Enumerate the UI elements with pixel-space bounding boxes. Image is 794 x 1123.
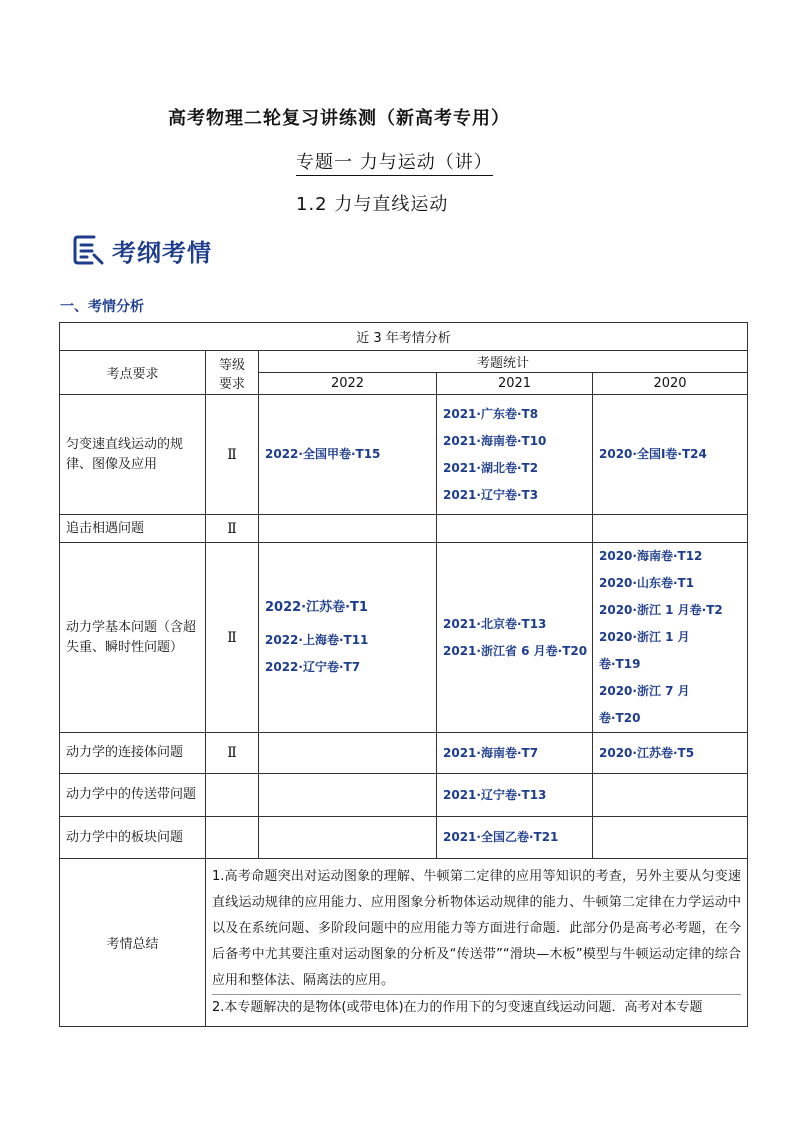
grade-cell — [206, 774, 259, 817]
exam-ref: 2022·江苏卷·T1 — [265, 600, 368, 615]
exam-ref: 2020·山东卷·T1 — [599, 576, 695, 590]
exam-ref: 2020·浙江 1 月 — [599, 630, 690, 644]
table-row — [60, 817, 748, 859]
grade-cell: Ⅱ — [206, 515, 259, 543]
topic-cell: 动力学中的传送带问题 — [60, 774, 206, 817]
exam-ref: 2021·浙江省 6 月卷·T20 — [443, 643, 588, 658]
header-point: 考点要求 — [60, 351, 206, 395]
refs-2020 — [593, 817, 748, 859]
refs-2021 — [437, 395, 593, 515]
topic-title: 专题一 力与运动（讲） — [296, 148, 493, 176]
exam-analysis-table — [59, 322, 748, 1027]
grade-cell: Ⅱ — [206, 395, 259, 515]
table-row — [60, 774, 748, 817]
header-stats: 考题统计 — [259, 351, 748, 373]
exam-ref: 2021·辽宁卷·T13 — [443, 787, 547, 802]
exam-ref: 2022·上海卷·T11 — [265, 633, 369, 647]
table-row — [60, 395, 748, 515]
refs-2022 — [259, 515, 437, 543]
summary-text — [206, 859, 748, 1027]
refs-2022 — [259, 733, 437, 774]
exam-ref: 卷·T20 — [599, 711, 641, 725]
banner-title: 考纲考情 — [112, 238, 212, 267]
exam-ref: 2021·广东卷·T8 — [443, 406, 539, 421]
syllabus-banner — [72, 232, 212, 268]
document-title: 高考物理二轮复习讲练测（新高考专用） — [168, 108, 510, 129]
summary-row — [60, 859, 748, 1027]
topic-cell: 追击相遇问题 — [60, 515, 206, 543]
table-row — [60, 515, 748, 543]
exam-ref: 2021·辽宁卷·T3 — [443, 487, 539, 502]
section-title: 1.2 力与直线运动 — [296, 194, 449, 215]
exam-ref: 2021·海南卷·T7 — [443, 745, 539, 760]
exam-ref: 2020·浙江 1 月卷·T2 — [599, 603, 723, 617]
section-heading: 一、考情分析 — [60, 299, 144, 315]
refs-2020 — [593, 543, 748, 733]
refs-2022 — [259, 817, 437, 859]
exam-ref: 2022·全国甲卷·T15 — [265, 447, 381, 461]
topic-cell: 动力学基本问题（含超失重、瞬时性问题） — [60, 543, 206, 733]
exam-ref: 卷·T19 — [599, 657, 641, 671]
exam-ref: 2022·辽宁卷·T7 — [265, 660, 361, 674]
exam-ref: 2021·全国乙卷·T21 — [443, 830, 559, 844]
topic-cell: 动力学的连接体问题 — [60, 733, 206, 774]
refs-2022 — [259, 543, 437, 733]
table-caption: 近 3 年考情分析 — [60, 323, 748, 351]
refs-2020 — [593, 774, 748, 817]
refs-2021 — [437, 515, 593, 543]
exam-ref: 2020·江苏卷·T5 — [599, 745, 695, 760]
refs-2022 — [259, 395, 437, 515]
header-2022: 2022 — [259, 373, 437, 395]
topic-cell: 匀变速直线运动的规律、图像及应用 — [60, 395, 206, 515]
refs-2020 — [593, 395, 748, 515]
summary-paragraph-2: 2.本专题解决的是物体(或带电体)在力的作用下的匀变速直线运动问题．高考对本专题 — [212, 994, 741, 1021]
exam-ref: 2020·海南卷·T12 — [599, 549, 703, 563]
exam-ref: 2021·海南卷·T10 — [443, 433, 547, 448]
exam-ref: 2020·浙江 7 月 — [599, 684, 690, 698]
refs-2021 — [437, 817, 593, 859]
table-row — [60, 543, 748, 733]
refs-2021 — [437, 774, 593, 817]
grade-cell: Ⅱ — [206, 733, 259, 774]
refs-2022 — [259, 774, 437, 817]
exam-ref: 2021·湖北卷·T2 — [443, 460, 539, 475]
refs-2020 — [593, 515, 748, 543]
header-2020: 2020 — [593, 373, 748, 395]
summary-label: 考情总结 — [60, 859, 206, 1027]
grade-cell: Ⅱ — [206, 543, 259, 733]
exam-ref: 2021·北京卷·T13 — [443, 616, 547, 631]
table-row — [60, 733, 748, 774]
topic-cell: 动力学中的板块问题 — [60, 817, 206, 859]
refs-2020 — [593, 733, 748, 774]
document-list-icon — [72, 233, 106, 267]
header-2021: 2021 — [437, 373, 593, 395]
grade-cell — [206, 817, 259, 859]
summary-paragraph-1: 1.高考命题突出对运动图象的理解、牛顿第二定律的应用等知识的考查，另外主要从匀变速直线运动规律的应用能力、应用图象分析物体运动规律的能力、牛顿第二定律在力学运动中以及在系统问题、多阶段问题中的应用能力等方面进行命题．此部分仍是高考必考题，在今后备考中尤其要注重对运动图象的分析及“传送带”“滑块—木板”模型与牛顿运动定律的综合应用和整体法、隔离法的应用。 — [212, 869, 741, 988]
exam-ref: 2020·全国Ⅰ卷·T24 — [599, 447, 707, 461]
refs-2021 — [437, 733, 593, 774]
refs-2021 — [437, 543, 593, 733]
header-grade: 等级 要求 — [206, 351, 259, 395]
